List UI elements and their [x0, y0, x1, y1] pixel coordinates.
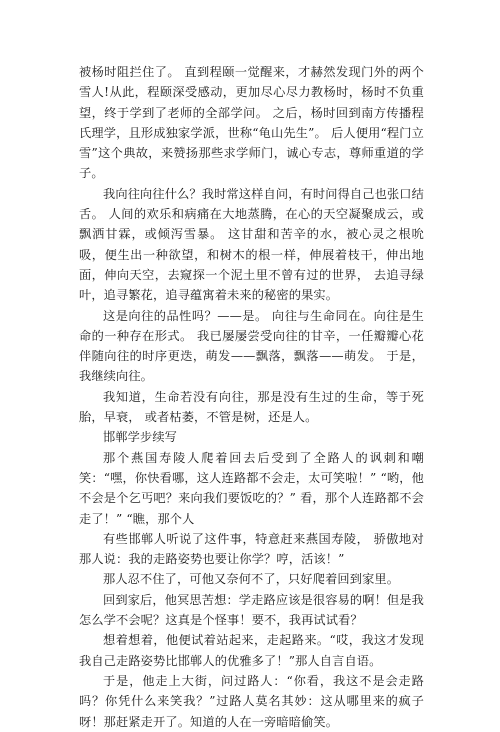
document-body: [79, 62, 424, 732]
paragraph-street-passersby: 于是，他走上大街，问过路人：“你看，我这不是会走路吗？你凭什么来笑我？”过路人莫名其妙：这从哪里来的疯子呀！那赶紧走开了。知道的人在一旁暗暗偷笑。: [79, 673, 424, 729]
paragraph-tries-walking: 想着想着，他便试着站起来，走起路来。“哎，我这才发现我自己走路姿势比邯郸人的优雅多了！”那人自言自语。: [79, 633, 424, 668]
paragraph-cheng-men-li-xue-ending: 被杨时阻拦住了。 直到程颐一觉醒来，才赫然发现门外的两个雪人!从此，程颐深受感动，更加尽心尽力教杨时，杨时不负重望，终于学到了老师的全部学问。 之后，杨时回到南方传播程氏理学，且形成独家学派，世称“龟山先生”。 后人便用“程门立雪”这个典故，来赞扬那些求学师门，诚心专志，尊师重道的学子。: [79, 65, 424, 181]
paragraph-mocked-by-crowd: 那个燕国寿陵人爬着回去后受到了全路人的讽刺和嘲笑：“嘿，你快看哪，这人连路都不会走，太可笑啦！” “哟，他不会是个乞丐吧？来向我们要饭吃的？” 看，那个人连路都不会走了！” “瞧，那个人: [79, 450, 424, 526]
paragraph-crawl-home: 那人忍不住了，可他又奈何不了，只好爬着回到家里。: [103, 572, 400, 587]
paragraph-yearning-nature: 这是向往的品性吗？——是。 向往与生命同在。向往是生命的一种存在形式。 我已屡屡尝受向往的甘辛，一任瓣瓣心花伴随向往的时序更迭，萌发——飘落，飘落——萌发。 于是，我继续向往。: [79, 308, 424, 384]
paragraph-yearning-question: 我向往向往什么？我时常这样自问，有时问得自己也张口结舌。 人间的欢乐和病痛在大地蒸腾，在心的天空凝聚成云，或飘洒甘霖，或倾泻雪暴。 这甘甜和苦辛的水，被心灵之根吮吸，便生出一种欲望，和树木的根一样，伸展着枝干，伸出地面，伸向天空，去窥探一个泥土里不曾有过的世界， 去追寻绿叶，追寻繁花，追寻蕴寓着未来的秘密的果实。: [79, 186, 424, 303]
paragraph-thinking-at-home: 回到家后，他冥思苦想：学走路应该是很容易的啊！但是我怎么学不会呢？这真是个怪事！要不，我再试试看？: [79, 592, 424, 628]
paragraph-life-without-yearning: 我知道，生命若没有向往，那是没有生过的生命，等于死胎，早衰， 或者枯萎，不管是树，还是人。: [79, 389, 424, 425]
section-heading-handan-xuebu: 邯郸学步续写: [103, 430, 178, 445]
paragraph-handan-people-arrive: 有些邯郸人听说了这件事，特意赶来燕国寿陵， 骄傲地对那人说：我的走路姿势也要让你学？哼，活该！”: [79, 531, 424, 567]
